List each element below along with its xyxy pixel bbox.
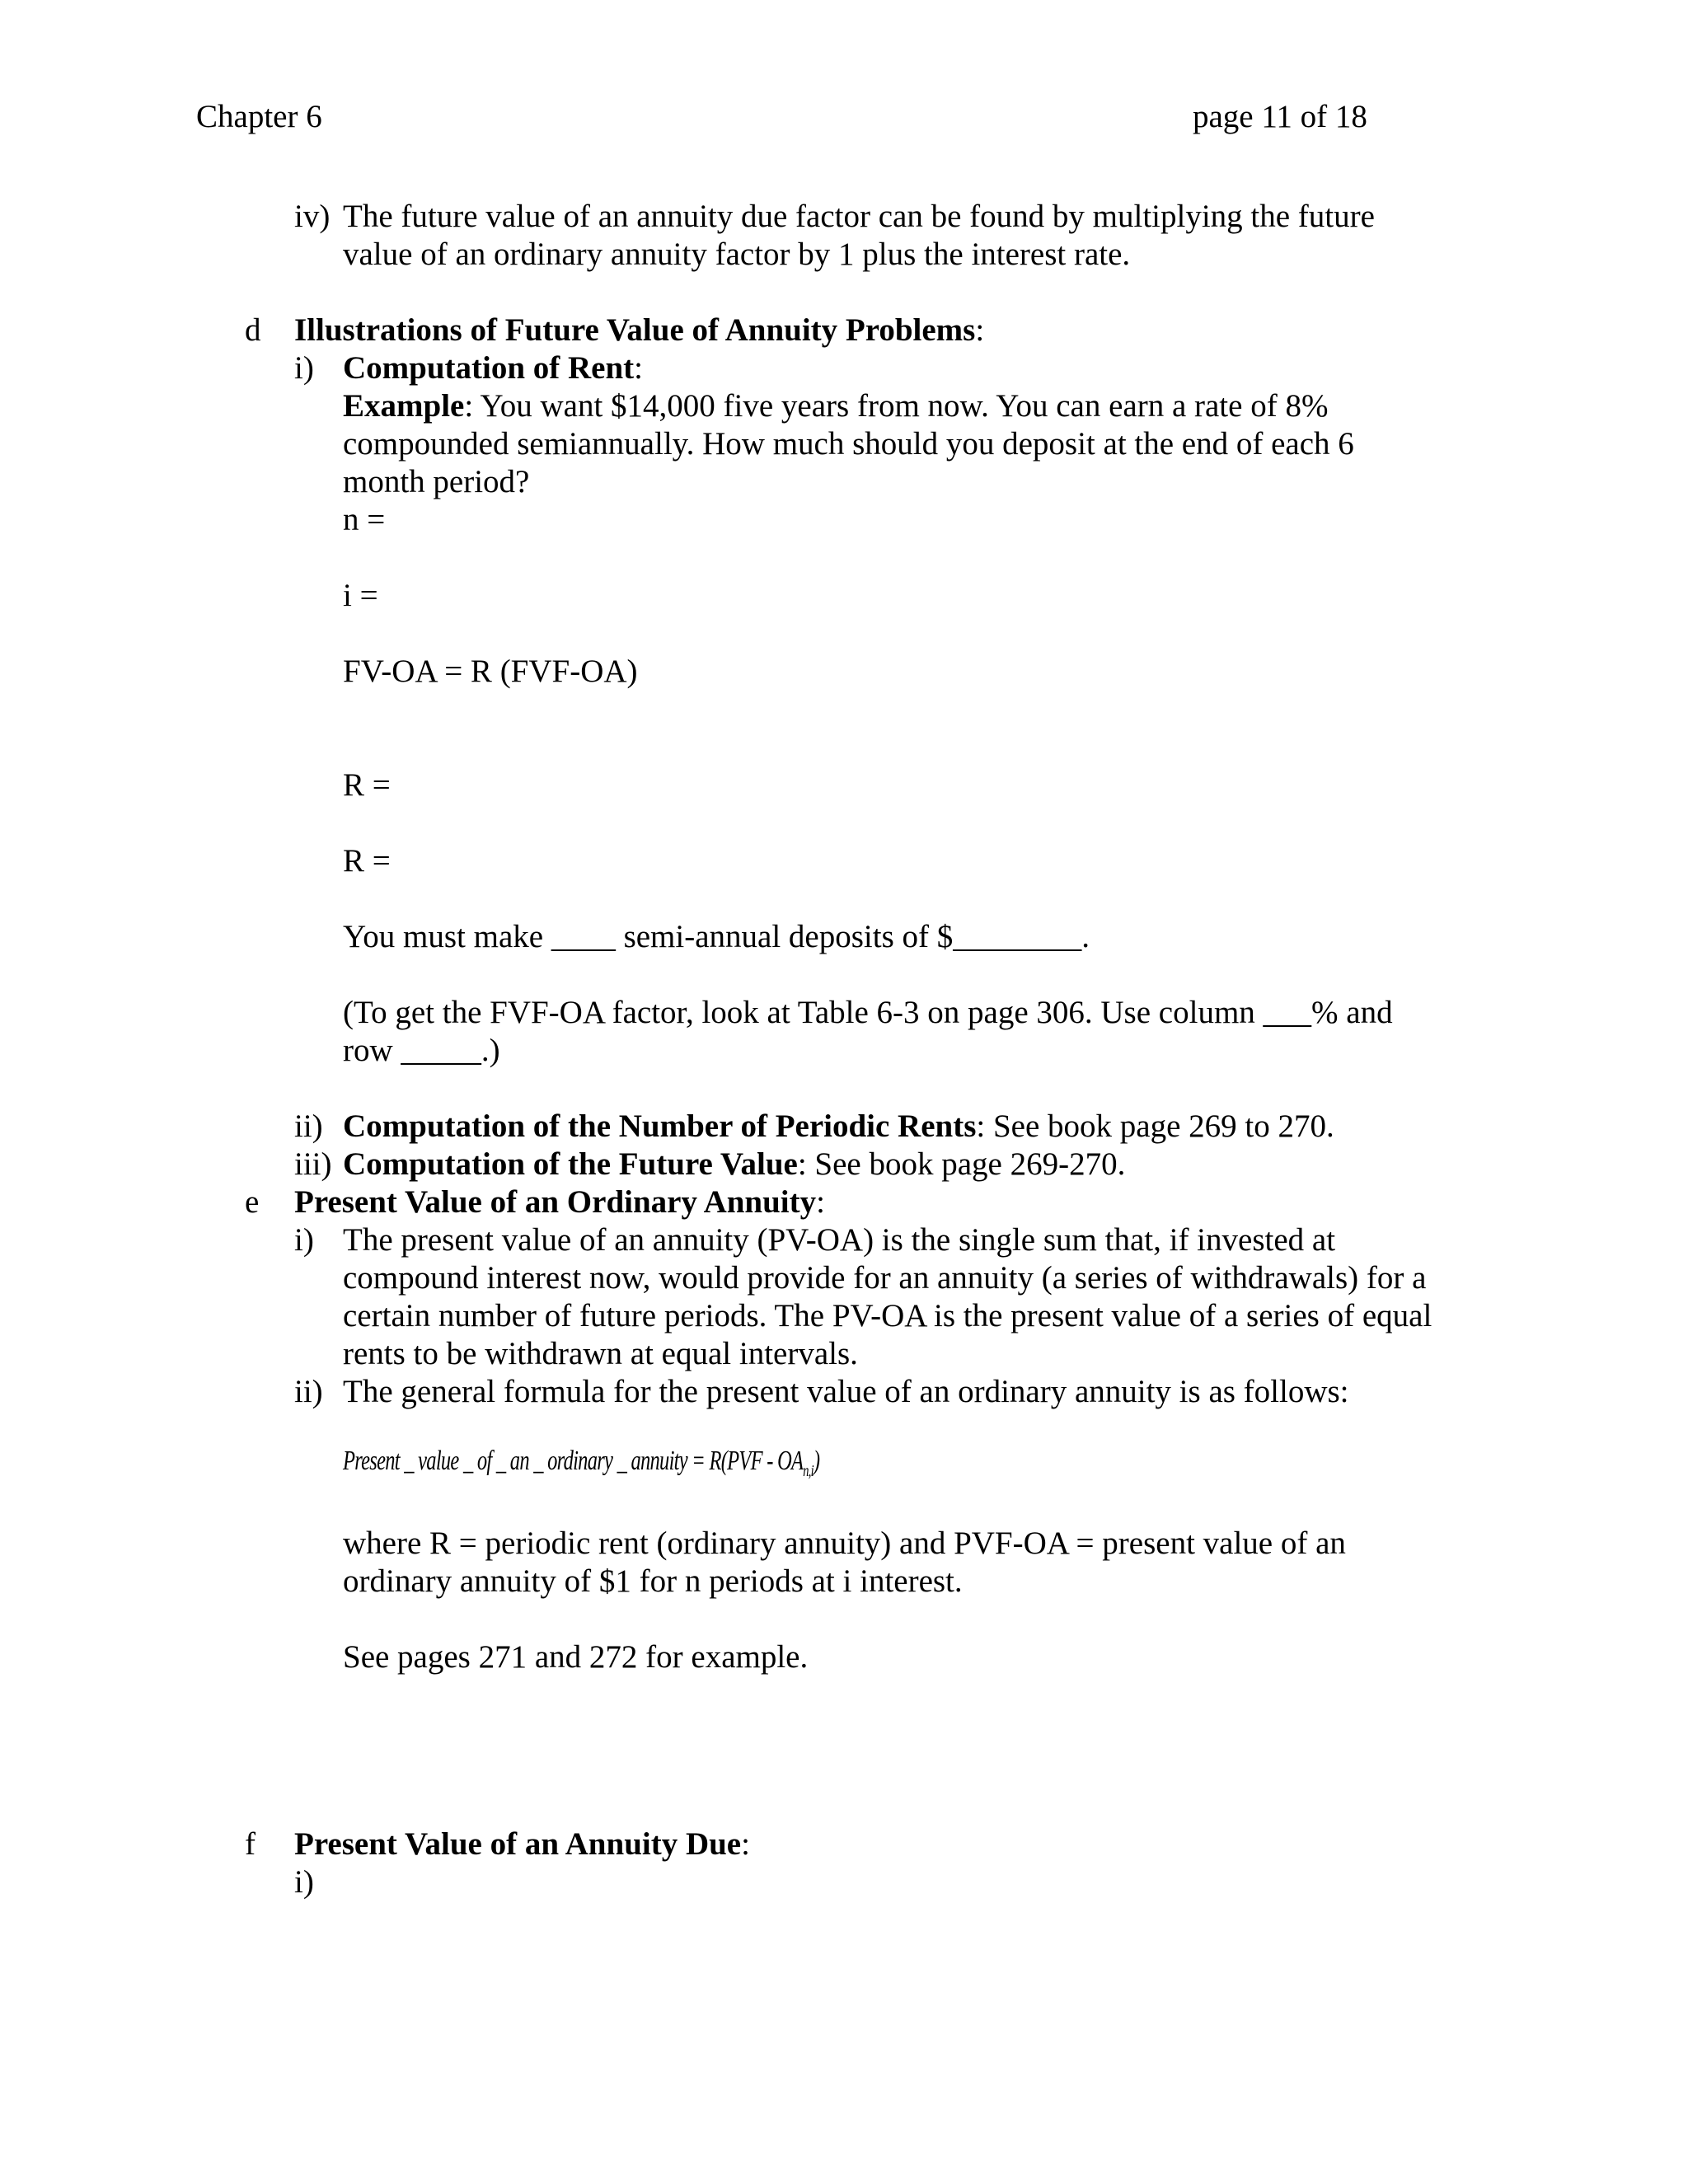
- e-item-i-line3: certain number of future periods. The PV-OA is the present value of a series of equal: [343, 1298, 1432, 1333]
- section-d-title: Illustrations of Future Value of Annuity Problems: [294, 312, 976, 348]
- e-item-i-line2: compound interest now, would provide for an annuity (a series of withdrawals) for a: [343, 1260, 1427, 1296]
- section-e-colon: :: [816, 1184, 825, 1220]
- example-line2: compounded semiannually. How much should you deposit at the end of each 6: [343, 426, 1354, 462]
- item-iv-line1: The future value of an annuity due factor can be found by multiplying the future: [343, 199, 1375, 234]
- e-item-i-line1: The present value of an annuity (PV-OA) is the single sum that, if invested at: [343, 1222, 1336, 1258]
- pv-oa-formula-main: Present _ value _ of _ an _ ordinary _ annuity = R(PVF - OA: [343, 1446, 804, 1476]
- periodic-rents-title: Computation of the Number of Periodic Rents: [343, 1108, 977, 1144]
- section-f-title: Present Value of an Annuity Due: [294, 1826, 742, 1862]
- page-number: page 11 of 18: [1193, 99, 1367, 134]
- r-equals-2: R =: [343, 843, 391, 879]
- section-d-heading: [294, 312, 984, 349]
- item-iv-line2: value of an ordinary annuity factor by 1 plus the interest rate.: [343, 237, 1131, 272]
- pv-oa-formula-subscript: n,i: [803, 1462, 814, 1480]
- section-d-colon: :: [975, 312, 985, 348]
- example-line3: month period?: [343, 464, 530, 499]
- d-item-iii-label: iii): [294, 1146, 332, 1182]
- d-item-ii-text: [343, 1108, 1334, 1146]
- n-equals: n =: [343, 502, 386, 537]
- table-hint-line1: (To get the FVF-OA factor, look at Table 6-3 on page 306. Use column ___% and: [343, 995, 1393, 1030]
- where-line1: where R = periodic rent (ordinary annuity) and PVF-OA = present value of an: [343, 1526, 1346, 1561]
- computation-of-rent-title: Computation of Rent: [343, 350, 635, 386]
- i-equals: i =: [343, 578, 378, 613]
- future-value-title: Computation of the Future Value: [343, 1146, 798, 1182]
- d-item-ii-label: ii): [294, 1108, 323, 1144]
- item-iv-label: iv): [294, 199, 331, 234]
- where-line2: ordinary annuity of $1 for n periods at i interest.: [343, 1563, 963, 1599]
- section-d-letter: d: [245, 312, 261, 348]
- e-item-i-label: i): [294, 1222, 314, 1258]
- e-item-ii-label: ii): [294, 1374, 323, 1409]
- fv-oa-formula: FV-OA = R (FVF-OA): [343, 654, 638, 689]
- example-line1: [343, 387, 1328, 425]
- section-e-letter: e: [245, 1184, 260, 1220]
- see-pages-note: See pages 271 and 272 for example.: [343, 1639, 809, 1675]
- e-item-ii-line1: The general formula for the present value of an ordinary annuity is as follows:: [343, 1374, 1349, 1409]
- periodic-rents-rest: : See book page 269 to 270.: [976, 1108, 1334, 1144]
- table-hint-line2: row _____.): [343, 1033, 500, 1068]
- d-item-i-heading: [343, 349, 643, 387]
- computation-of-rent-colon: :: [634, 350, 644, 386]
- pv-oa-formula-close: ): [813, 1446, 820, 1476]
- future-value-rest: : See book page 269-270.: [797, 1146, 1126, 1182]
- section-f-letter: f: [245, 1826, 256, 1862]
- d-item-iii-text: [343, 1146, 1125, 1183]
- pv-oa-formula: [343, 1442, 819, 1490]
- e-item-i-line4: rents to be withdrawn at equal intervals.: [343, 1336, 858, 1371]
- section-f-heading: [294, 1825, 750, 1863]
- deposit-sentence: You must make ____ semi-annual deposits of $________.: [343, 919, 1090, 954]
- r-equals-1: R =: [343, 767, 391, 803]
- section-e-title: Present Value of an Ordinary Annuity: [294, 1184, 817, 1220]
- f-item-i-label: i): [294, 1864, 314, 1900]
- d-item-i-label: i): [294, 350, 314, 386]
- example-label: Example: [343, 388, 465, 424]
- example-line1-text: : You want $14,000 five years from now. You can earn a rate of 8%: [464, 388, 1329, 424]
- section-f-colon: :: [741, 1826, 750, 1862]
- section-e-heading: [294, 1183, 825, 1221]
- chapter-header: Chapter 6: [196, 99, 322, 134]
